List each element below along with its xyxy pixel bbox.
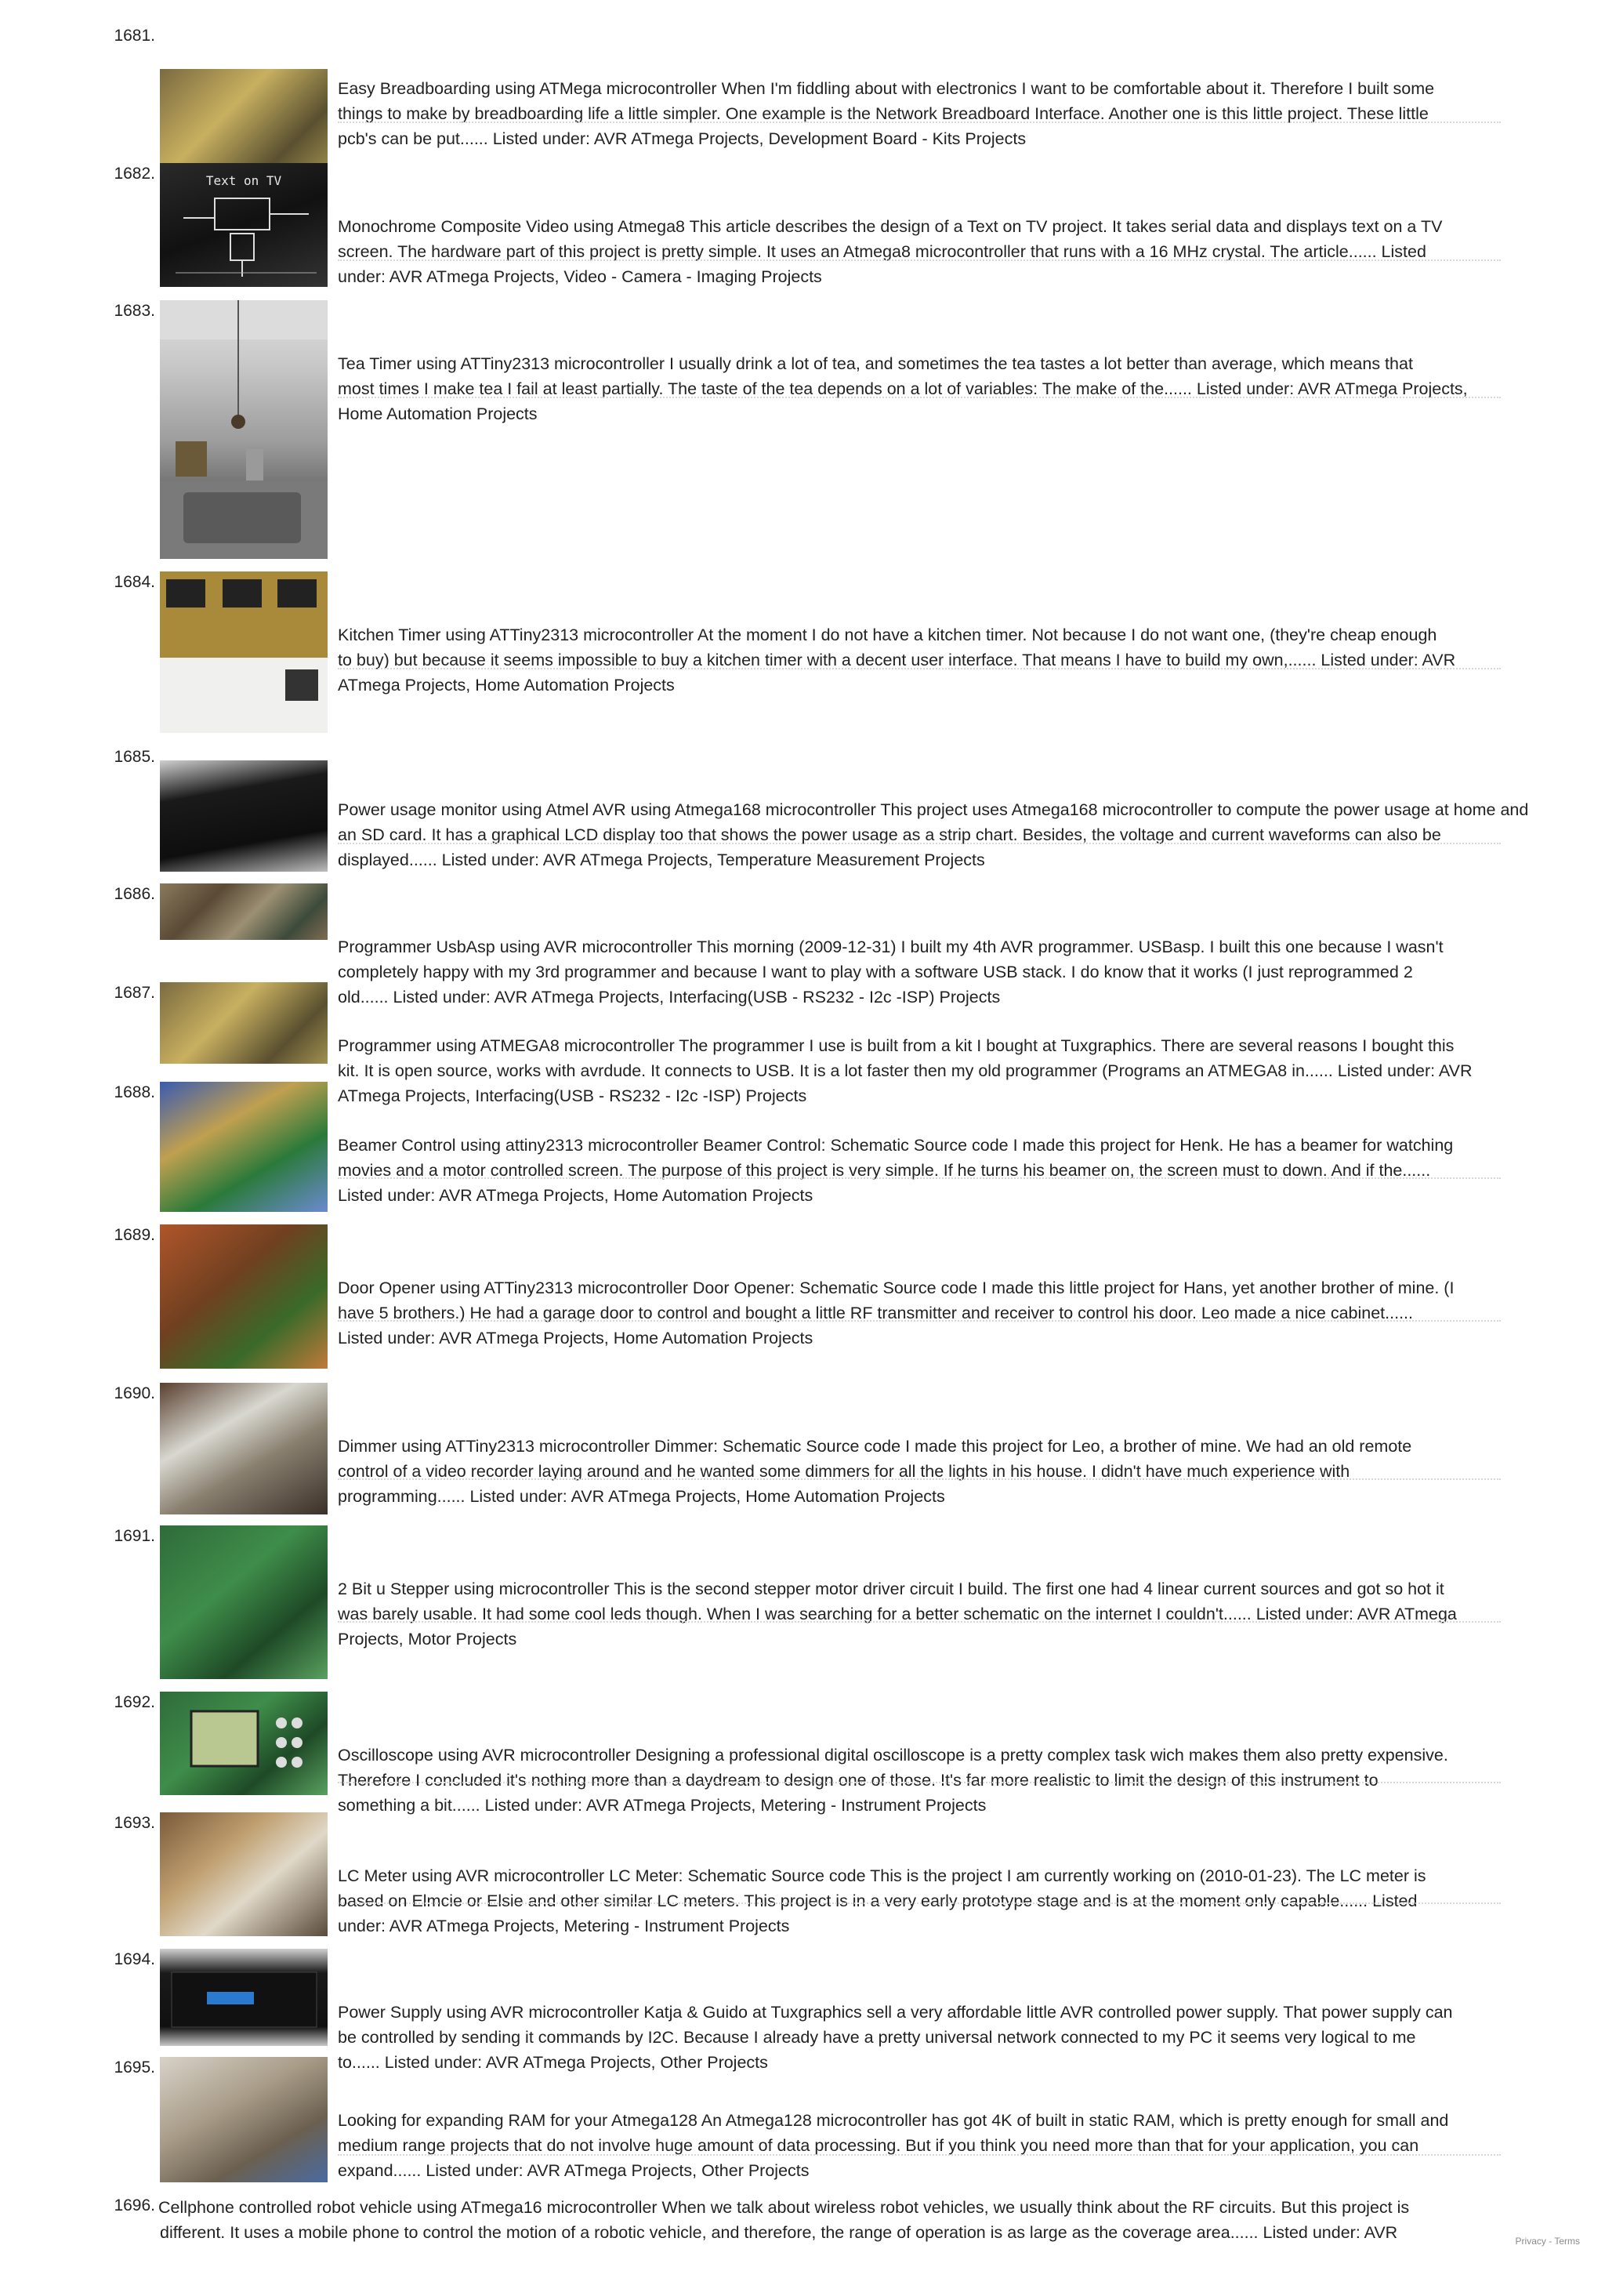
oscilloscope-graphic [160,1692,328,1795]
item-number: 1685. [114,748,155,766]
item-description[interactable]: Kitchen Timer using ATTiny2313 microcontroller At the moment I do not have a kitchen timer. Not because I do not want one, (they're cheap enough to buy) but because it seems impossible to buy a kitchen timer with a decent user interface. That means I have to build my own,...... Listed under: AVR ATmega Projects, Home Automation Projects [338,625,1456,695]
item-description[interactable]: Programmer UsbAsp using AVR microcontroller This morning (2009-12-31) I built my 4th AVR programmer. USBasp. I built this one because I wasn't completely happy with my 3rd programmer and because I want to play with a software USB stack. I do know that it works (I just reprogrammed 2 old...... Listed under: AVR ATmega Projects, Interfacing(USB - RS232 - I2c -ISP) Projects [338,937,1444,1007]
item-number: 1682. [114,165,155,183]
item-number: 1681. [114,27,155,45]
item-separator [338,1902,1501,1904]
item-number: 1694. [114,1950,155,1968]
item-separator [338,1177,1501,1179]
project-thumbnail[interactable] [160,1224,328,1369]
kitchen-timer-graphic [160,571,328,733]
kitchen-sink-graphic [160,300,328,559]
project-thumbnail[interactable] [160,1949,328,2046]
project-thumbnail[interactable] [160,982,328,1064]
item-separator [338,259,1501,261]
item-description[interactable]: Oscilloscope using AVR microcontroller Designing a professional digital oscilloscope is a pretty complex task wich makes them also pretty expensive. Therefore I concluded it's nothing more than a daydream to design one of those. It's far more realistic to limit the design of this instrument to something a bit...... Listed under: AVR ATmega Projects, Metering - Instrument Projects [338,1745,1448,1815]
item-description[interactable]: Monochrome Composite Video using Atmega8 This article describes the design of a Text on TV project. It takes serial data and displays text on a TV screen. The hardware part of this project is pretty simple. It uses an Atmega8 microcontroller that runs with a 16 MHz crystal. The article...... Listed under: AVR ATmega Projects, Video - Camera - Imaging Projects [338,216,1443,287]
item-separator [338,122,1501,123]
project-thumbnail[interactable] [160,571,328,733]
item-number: 1686. [114,885,155,903]
item-separator [338,2154,1501,2156]
item-number: 1683. [114,302,155,320]
thumbnail-image [160,1692,328,1795]
item-description[interactable]: Programmer using ATMEGA8 microcontroller The programmer I use is built from a kit I bought at Tuxgraphics. There are several reasons I bought this kit. It is open source, works with avrdude. It connects to USB. It is a lot faster then my old programmer (Programs an ATMEGA8 in...... Listed under: AVR ATmega Projects, Interfacing(USB - RS232 - I2c -ISP) Projects [338,1036,1473,1106]
project-thumbnail[interactable] [160,2057,328,2182]
item-number: 1690. [114,1384,155,1402]
project-thumbnail[interactable] [160,883,328,940]
item-description[interactable]: Beamer Control using attiny2313 microcontroller Beamer Control: Schematic Source code I made this project for Henk. He has a beamer for watching movies and a motor controlled screen. The purpose of this project is very simple. If he turns his beamer on, the screen must to down. And if the...... Listed under: AVR ATmega Projects, Home Automation Projects [338,1135,1454,1206]
privacy-terms-link[interactable]: Privacy - Terms [1515,2236,1580,2247]
item-description[interactable]: 2 Bit u Stepper using microcontroller This is the second stepper motor driver circuit I build. The first one had 4 linear current sources and got so hot it was barely usable. It had some cool leds though. When I was searching for a better schematic on the internet I couldn't...... Listed under: AVR ATmega Projects, Motor Projects [338,1579,1457,1649]
project-thumbnail[interactable] [160,1525,328,1679]
item-description[interactable]: Easy Breadboarding using ATMega microcontroller When I'm fiddling about with electronics I want to be comfortable about it. Therefore I built some things to make by breadboarding life a little simpler. One example is the Network Breadboard Interface. Another one is this little project. These little pcb's can be put...... Listed under: AVR ATmega Projects, Development Board - Kits Projects [338,78,1435,149]
project-thumbnail[interactable] [160,760,328,872]
item-number: 1691. [114,1527,155,1545]
project-thumbnail[interactable] [160,1383,328,1514]
item-separator [338,668,1501,669]
item-separator [338,1782,1501,1783]
item-separator [338,1320,1501,1322]
project-thumbnail[interactable] [160,1692,328,1795]
project-thumbnail[interactable] [160,1082,328,1212]
thumbnail-image [160,163,328,287]
project-thumbnail[interactable] [160,69,328,177]
item-description[interactable]: Looking for expanding RAM for your Atmega128 An Atmega128 microcontroller has got 4K of built in static RAM, which is pretty enough for small and medium range projects that do not involve huge amount of data processing. But if you think you need more than that for your application, you can expand...... Listed under: AVR ATmega Projects, Other Projects [338,2110,1449,2181]
thumbnail-image [160,300,328,559]
tv-screen-graphic [160,163,328,287]
item-number: 1687. [114,984,155,1002]
item-number: 1695. [114,2058,155,2077]
item-number: 1688. [114,1083,155,1101]
item-separator [338,843,1501,844]
item-number: 1693. [114,1814,155,1832]
item-description[interactable]: Tea Timer using ATTiny2313 microcontroller I usually drink a lot of tea, and sometimes the tea tastes a lot better than average, which means that most times I make tea I fail at least partially. The taste of the tea depends on a lot of variables: The make of the...... Listed under: AVR ATmega Projects, Home Automation Projects [338,354,1468,424]
item-description[interactable]: Dimmer using ATTiny2313 microcontroller Dimmer: Schematic Source code I made this project for Leo, a brother of mine. We had an old remote control of a video recorder laying around and he wanted some dimmers for all the lights in his house. I didn't have much experience with programming...... Listed under: AVR ATmega Projects, Home Automation Projects [338,1436,1412,1507]
item-description[interactable]: LC Meter using AVR microcontroller LC Meter: Schematic Source code This is the project I am currently working on (2010-01-23). The LC meter is based on Elmcie or Elsie and other similar LC meters. This project is in a very early prototype stage and is at the moment only capable...... Listed under: AVR ATmega Projects, Metering - Instrument Projects [338,1866,1426,1936]
item-description[interactable]: Door Opener using ATTiny2313 microcontroller Door Opener: Schematic Source code I made this little project for Hans, yet another brother of mine. (I have 5 brothers.) He had a garage door to control and bought a little RF transmitter and receiver to control his door. Leo made a nice cabinet...... Listed under: AVR ATmega Projects, Home Automation Projects [338,1278,1455,1348]
project-thumbnail[interactable] [160,300,328,559]
thumbnail-image [160,1949,328,2046]
item-number: 1684. [114,573,155,591]
item-description[interactable]: Power Supply using AVR microcontroller Katja & Guido at Tuxgraphics sell a very affordable little AVR controlled power supply. That power supply can be controlled by sending it commands by I2C. Because I already have a pretty universal network connected to my PC it seems very logical to me to...... Listed under: AVR ATmega Projects, Other Projects [338,2002,1453,2073]
thumbnail-image [160,571,328,733]
item-separator [338,1478,1501,1480]
svg-text:Text on TV: Text on TV [205,173,282,188]
item-number: 1689. [114,1226,155,1244]
item-separator [338,1621,1501,1623]
item-description[interactable]: Cellphone controlled robot vehicle using ATmega16 microcontroller When we talk about wireless robot vehicles, we usually think about the RF circuits. But this project is different. It uses a mobile phone to control the motion of a robotic vehicle, and therefore, the range of operation is as large as the coverage area...... Listed under: AVR [158,2198,1410,2242]
item-number: 1696. [114,2196,155,2214]
project-thumbnail[interactable] [160,1812,328,1936]
project-thumbnail[interactable] [160,163,328,287]
item-number: 1692. [114,1693,155,1711]
item-separator [338,397,1501,398]
item-description[interactable]: Power usage monitor using Atmel AVR using Atmega168 microcontroller This project uses Atmega168 microcontroller to compute the power usage at home and an SD card. It has a graphical LCD display too that shows the power usage as a strip chart. Besides, the voltage and current waveforms can also be displayed...... Listed under: AVR ATmega Projects, Temperature Measurement Projects [338,800,1529,870]
power-supply-graphic [160,1949,328,2046]
